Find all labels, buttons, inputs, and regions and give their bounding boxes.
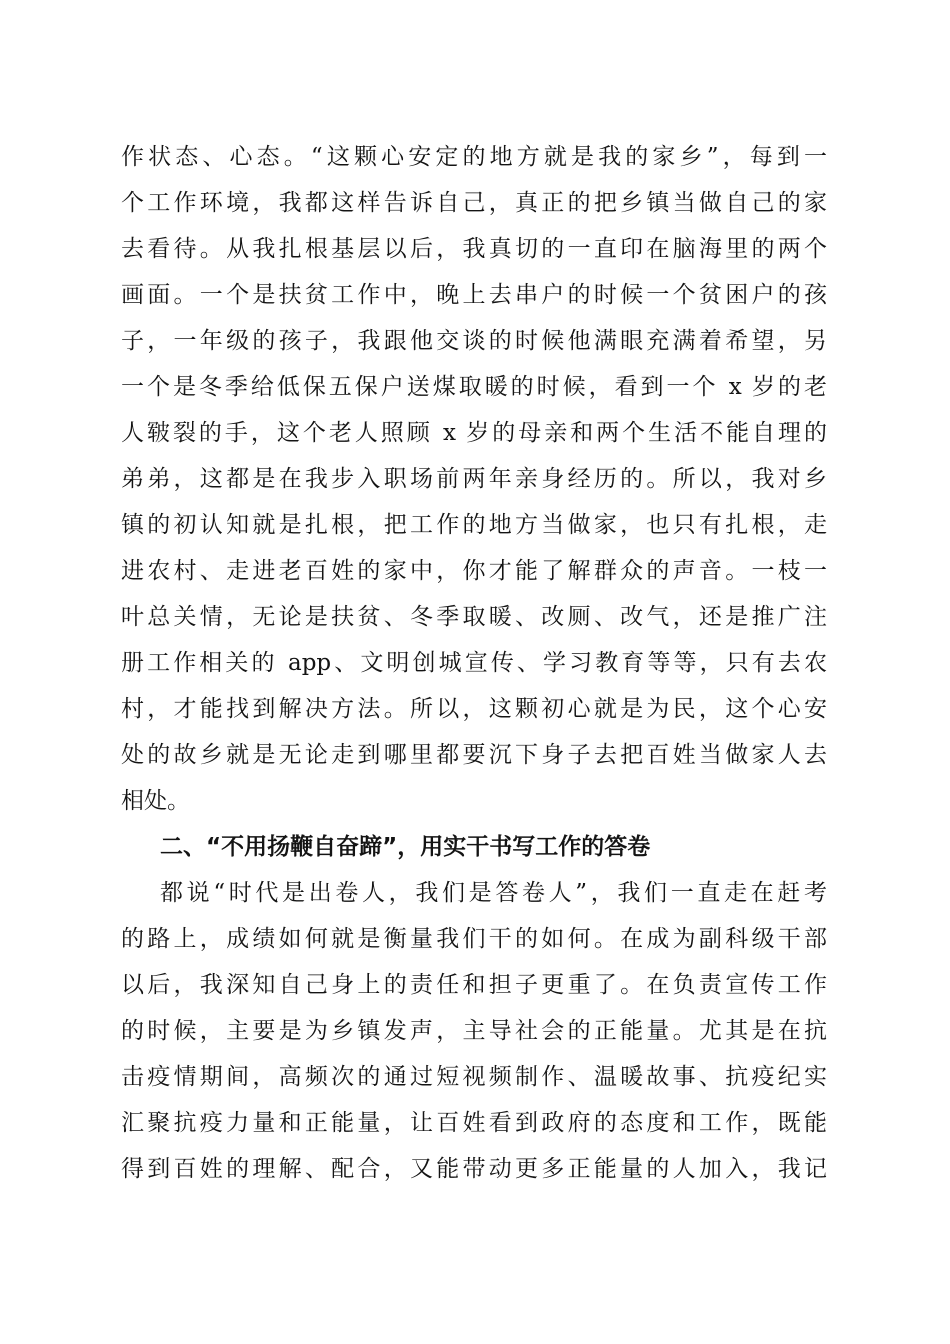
paragraph-line: 都说“时代是出卷人，我们是答卷人”，我们一直走在赶考 <box>160 880 827 906</box>
paragraph-line: 一个是冬季给低保五保户送煤取暖的时候，看到一个 x 岁的老 <box>121 374 827 400</box>
paragraph-line: 弟弟，这都是在我步入职场前两年亲身经历的。所以，我对乡 <box>121 466 827 492</box>
paragraph-line: 册工作相关的 app、文明创城宣传、学习教育等等，只有去农 <box>121 650 827 676</box>
paragraph-line: 叶总关情，无论是扶贫、冬季取暖、改厕、改气，还是推广注 <box>121 604 827 630</box>
paragraph-line: 作状态、心态。“这颗心安定的地方就是我的家乡”，每到一 <box>121 144 827 170</box>
paragraph-line: 的路上，成绩如何就是衡量我们干的如何。在成为副科级干部 <box>121 926 827 952</box>
paragraph-line: 镇的初认知就是扎根，把工作的地方当做家，也只有扎根，走 <box>121 512 827 538</box>
paragraph-line: 去看待。从我扎根基层以后，我真切的一直印在脑海里的两个 <box>121 236 827 262</box>
paragraph-line: 村，才能找到解决方法。所以，这颗初心就是为民，这个心安 <box>121 696 827 722</box>
paragraph-line: 处的故乡就是无论走到哪里都要沉下身子去把百姓当做家人去 <box>121 742 827 768</box>
paragraph-line: 进农村、走进老百姓的家中，你才能了解群众的声音。一枝一 <box>121 558 827 584</box>
paragraph-line: 子，一年级的孩子，我跟他交谈的时候他满眼充满着希望，另 <box>121 328 827 354</box>
paragraph-line: 人皲裂的手，这个老人照顾 x 岁的母亲和两个生活不能自理的 <box>121 420 827 446</box>
paragraph-line: 得到百姓的理解、配合，又能带动更多正能量的人加入，我记 <box>121 1156 827 1182</box>
paragraph-line: 以后，我深知自己身上的责任和担子更重了。在负责宣传工作 <box>121 972 827 998</box>
paragraph-line: 相处。 <box>121 788 190 814</box>
section-heading: 二、“不用扬鞭自奋蹄”，用实干书写工作的答卷 <box>160 834 651 860</box>
paragraph-line: 画面。一个是扶贫工作中，晚上去串户的时候一个贫困户的孩 <box>121 282 827 308</box>
paragraph-line: 的时候，主要是为乡镇发声，主导社会的正能量。尤其是在抗 <box>121 1018 827 1044</box>
paragraph-line: 击疫情期间，高频次的通过短视频制作、温暖故事、抗疫纪实 <box>121 1064 827 1090</box>
paragraph-line: 个工作环境，我都这样告诉自己，真正的把乡镇当做自己的家 <box>121 190 827 216</box>
paragraph-line: 汇聚抗疫力量和正能量，让百姓看到政府的态度和工作，既能 <box>121 1110 827 1136</box>
